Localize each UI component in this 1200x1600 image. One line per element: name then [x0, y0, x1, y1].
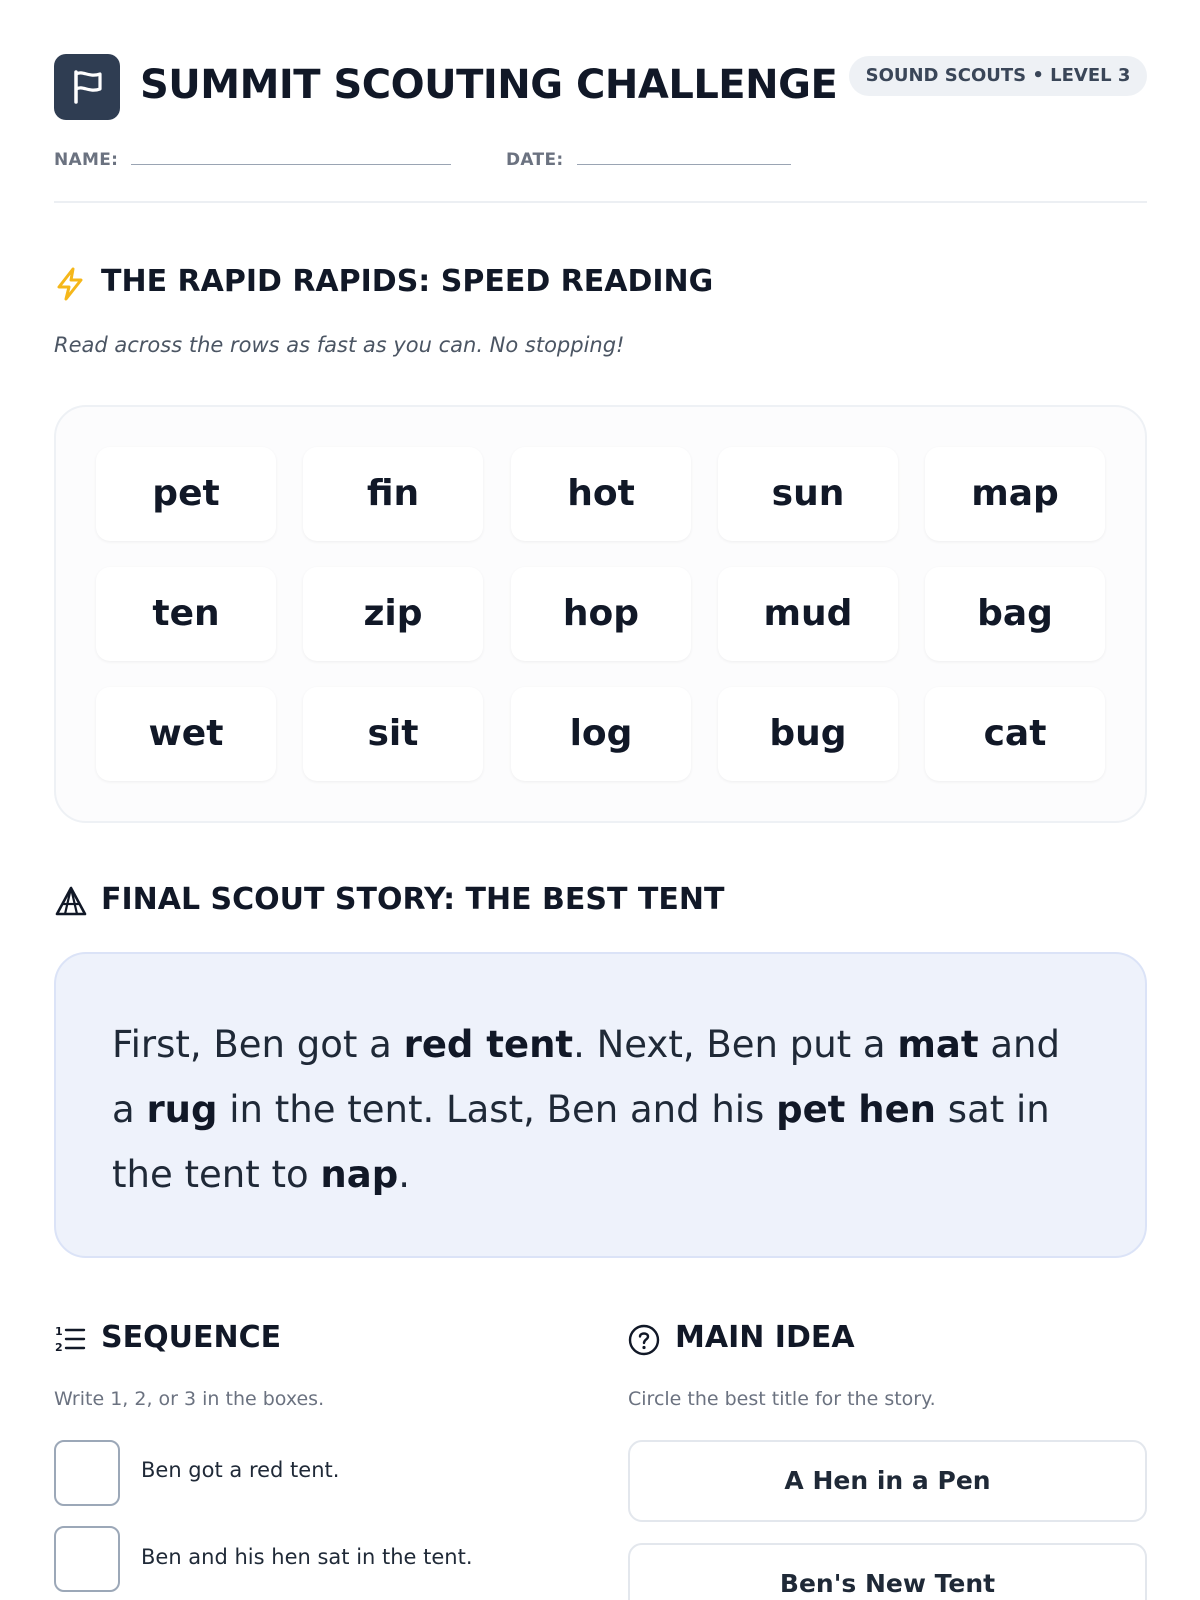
sequence-item: Ben and his hen sat in the tent.	[141, 1545, 473, 1569]
word-grid	[54, 405, 1147, 823]
date-label: DATE:	[506, 150, 564, 170]
story-keyword: mat	[897, 1023, 979, 1066]
svg-text:1: 1	[55, 1325, 63, 1338]
page-title: SUMMIT SCOUTING CHALLENGE	[140, 62, 838, 108]
word-tile: cat	[925, 687, 1105, 781]
sequence-title: SEQUENCE	[101, 1320, 282, 1355]
word-tile: ten	[96, 567, 276, 661]
title-option[interactable]: A Hen in a Pen	[628, 1440, 1147, 1522]
speed-reading-instructions: Read across the rows as fast as you can. No stopping!	[54, 333, 625, 357]
word-tile: log	[511, 687, 691, 781]
worksheet-header	[54, 54, 1147, 120]
title-option[interactable]: Ben's New Tent	[628, 1543, 1147, 1600]
word-tile: hot	[511, 447, 691, 541]
sequence-instructions: Write 1, 2, or 3 in the boxes.	[54, 1388, 325, 1410]
sequence-answer-box[interactable]	[54, 1440, 120, 1506]
logo	[54, 54, 120, 120]
story-keyword: red tent	[403, 1023, 574, 1066]
main-idea-instructions: Circle the best title for the story.	[628, 1388, 936, 1410]
speed-reading-title: THE RAPID RAPIDS: SPEED READING	[101, 264, 714, 299]
story-card	[54, 952, 1147, 1258]
question-circle-icon	[628, 1324, 660, 1356]
numbered-list-icon	[54, 1324, 86, 1354]
story-keyword: pet hen	[776, 1088, 937, 1131]
story-keyword: nap	[320, 1153, 399, 1196]
word-tile: bag	[925, 567, 1105, 661]
sequence-item: Ben got a red tent.	[141, 1458, 340, 1482]
word-tile: pet	[96, 447, 276, 541]
word-tile: sit	[303, 687, 483, 781]
level-badge: SOUND SCOUTS • LEVEL 3	[849, 56, 1147, 96]
word-tile: wet	[96, 687, 276, 781]
name-line[interactable]	[131, 164, 451, 165]
story-title: FINAL SCOUT STORY: THE BEST TENT	[101, 882, 725, 917]
word-tile: fin	[303, 447, 483, 541]
name-label: NAME:	[54, 150, 119, 170]
word-tile: hop	[511, 567, 691, 661]
lightning-bolt-icon	[54, 266, 86, 302]
word-tile: sun	[718, 447, 898, 541]
word-tile: mud	[718, 567, 898, 661]
svg-text:2: 2	[55, 1341, 63, 1354]
date-line[interactable]	[577, 164, 791, 165]
story-text: First, Ben got a red tent. Next, Ben put a mat and a rug in the tent. Last, Ben and his pet hen sat in the tent to nap.	[112, 1023, 1060, 1196]
word-tile: map	[925, 447, 1105, 541]
header-divider	[54, 201, 1147, 203]
story-keyword: rug	[146, 1088, 218, 1131]
word-tile: zip	[303, 567, 483, 661]
tent-icon	[54, 884, 88, 918]
main-idea-title: MAIN IDEA	[675, 1320, 855, 1355]
sequence-answer-box[interactable]	[54, 1526, 120, 1592]
word-tile: bug	[718, 687, 898, 781]
flag-icon	[71, 69, 105, 105]
